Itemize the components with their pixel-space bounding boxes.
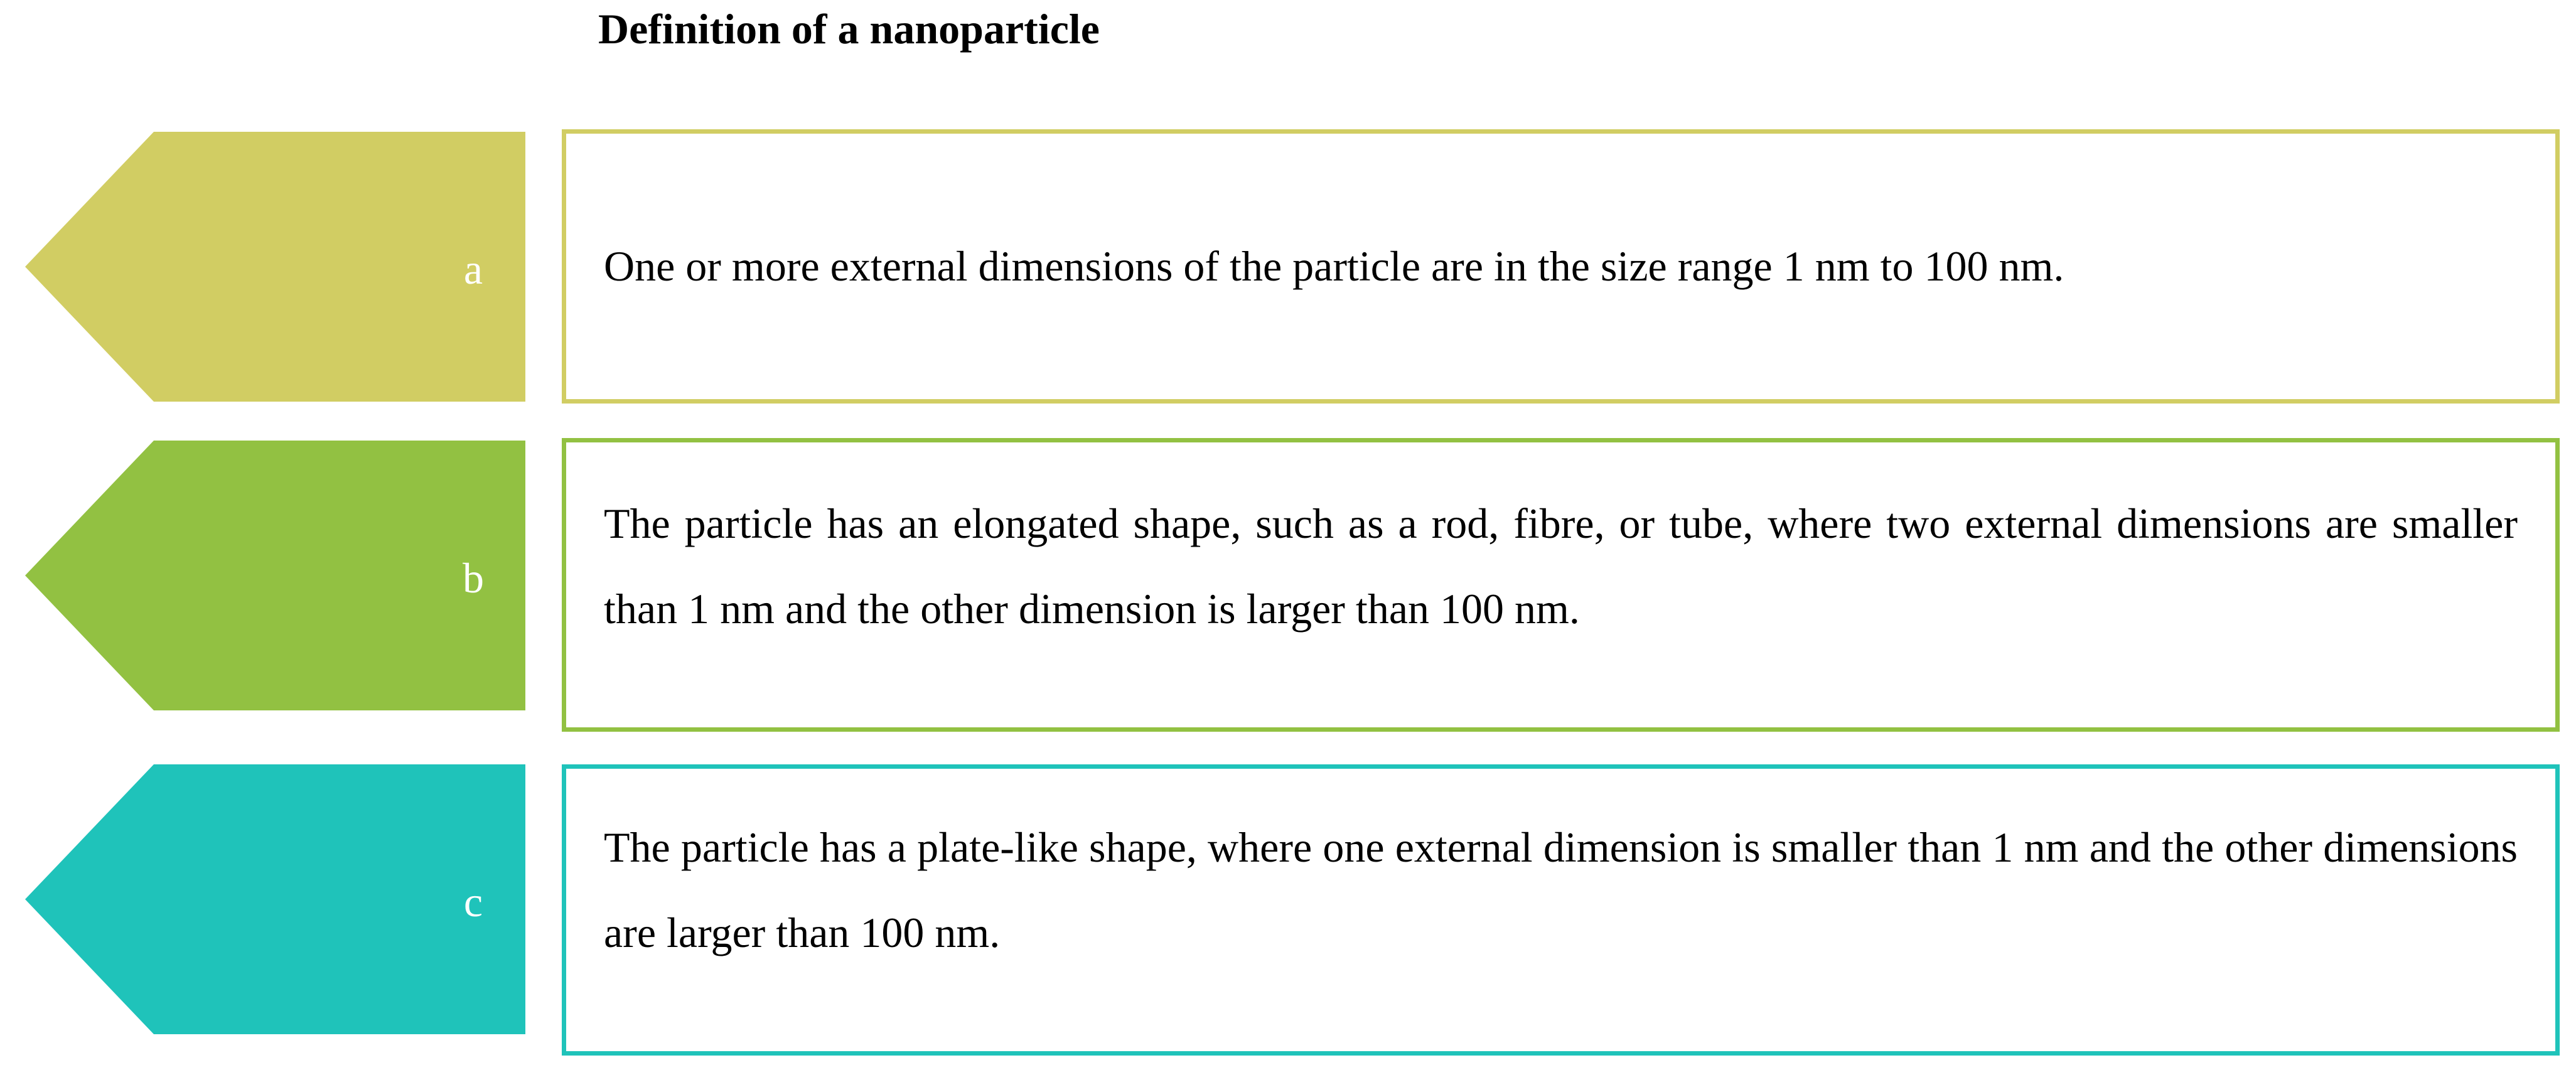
definition-text-b: The particle has an elongated shape, such as a rod, fibre, or tube, where two external dimensions are smaller than 1 nm and the other dimension is larger than 100 nm. [604, 500, 2518, 633]
label-arrow-b [25, 441, 525, 710]
label-letter-c: c [463, 878, 483, 926]
definition-box-a [562, 129, 2560, 404]
label-arrow-a [25, 132, 525, 402]
definition-text-c: The particle has a plate-like shape, where one external dimension is smaller than 1 nm and the other dimensions are larger than 100 nm. [604, 823, 2518, 956]
definition-row-b [0, 441, 2576, 712]
label-letter-a: a [463, 245, 483, 293]
definition-box-c [562, 764, 2560, 1056]
definition-text-a: One or more external dimensions of the particle are in the size range 1 nm to 100 nm. [604, 242, 2064, 290]
definition-box-b [562, 438, 2560, 732]
label-arrow-c [25, 764, 525, 1034]
label-letter-b: b [463, 554, 484, 602]
definition-row-a [0, 132, 2576, 403]
definition-row-c [0, 764, 2576, 1035]
diagram-title: Definition of a nanoparticle [598, 5, 1100, 53]
